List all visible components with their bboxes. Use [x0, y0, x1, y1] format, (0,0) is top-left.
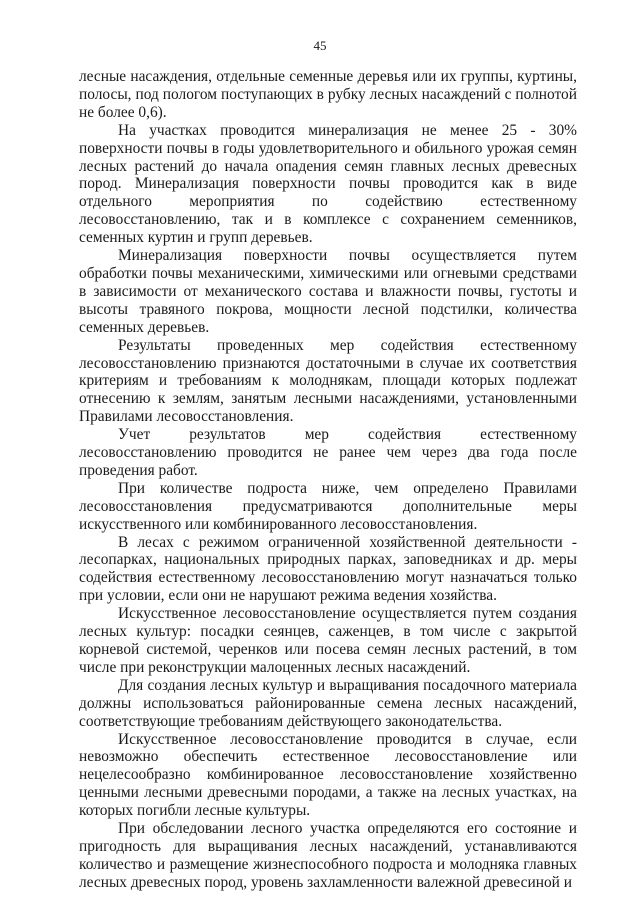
paragraph-site-survey: При обследовании лесного участка определяются его состояние и пригодность для выращивания лесных насаждений, устанавливаются количество и размещение жизнеспособного подроста и молодняка главных лесных древесных пород, уровень захламленности валежной древесиной и	[79, 820, 577, 891]
paragraph-artificial-conditions: Искусственное лесовосстановление проводится в случае, если невозможно обеспечить естественное лесовосстановление или нецелесообразно комбинированное лесовосстановление хозяйственно ценными лесными древесными породами, а также на лесных участках, на которых погибли лесные культуры.	[79, 730, 577, 820]
body-text	[79, 68, 577, 892]
paragraph-mineralization-sites: На участках проводится минерализация не менее 25 - 30% поверхности почвы в годы удовлетворительного и обильного урожая семян лесных растений до начала опадения семян главных лесных древесных пород. Минерализация поверхности почвы проводится как в виде отдельного мероприятия по содействию естественному лесовосстановлению, так и в комплексе с сохранением семенников, семенных куртин и групп деревьев.	[79, 121, 577, 247]
paragraph-mineralization-methods: Минерализация поверхности почвы осуществляется путем обработки почвы механическими, химическими или огневыми средствами в зависимости от механического состава и влажности почвы, густоты и высоты травяного покрова, мощности лесной подстилки, количества семенных деревьев.	[79, 247, 577, 336]
paragraph-continuation: лесные насаждения, отдельные семенные деревья или их группы, куртины, полосы, под пологом поступающих в рубку лесных насаждений с полнотой не более 0,6).	[79, 68, 577, 121]
paragraph-planting-material: Для создания лесных культур и выращивания посадочного материала должны использоваться районированные семена лесных насаждений, соответствующие требованиям действующего законодательства.	[79, 676, 577, 730]
page-number: 45	[313, 38, 327, 53]
paragraph-artificial-restoration: Искусственное лесовосстановление осуществляется путем создания лесных культур: посадки сеянцев, саженцев, в том числе с закрытой корневой системой, черенков или посева семян лесных растений, в том числе при реконструкции малоценных лесных насаждений.	[79, 605, 577, 676]
paragraph-results: Результаты проведенных мер содействия естественному лесовосстановлению признаются достаточными в случае их соответствия критериям и требованиям к молоднякам, площади которых подлежат отнесению к землям, занятым лесными насаждениями, установленными Правилами лесовосстановления.	[79, 336, 577, 426]
paragraph-undergrowth: При количестве подроста ниже, чем определено Правилами лесовосстановления предусматриваются дополнительные меры искусственного или комбинированного лесовосстановления.	[79, 479, 577, 533]
paragraph-restricted-forests: В лесах с режимом ограниченной хозяйственной деятельности - лесопарках, национальных природных парках, заповедниках и др. меры содействия естественному лесовосстановлению могут назначаться только при условии, если они не нарушают режима ведения хозяйства.	[79, 533, 577, 605]
paragraph-accounting: Учет результатов мер содействия естественному лесовосстановлению проводится не ранее чем через два года после проведения работ.	[79, 426, 577, 479]
